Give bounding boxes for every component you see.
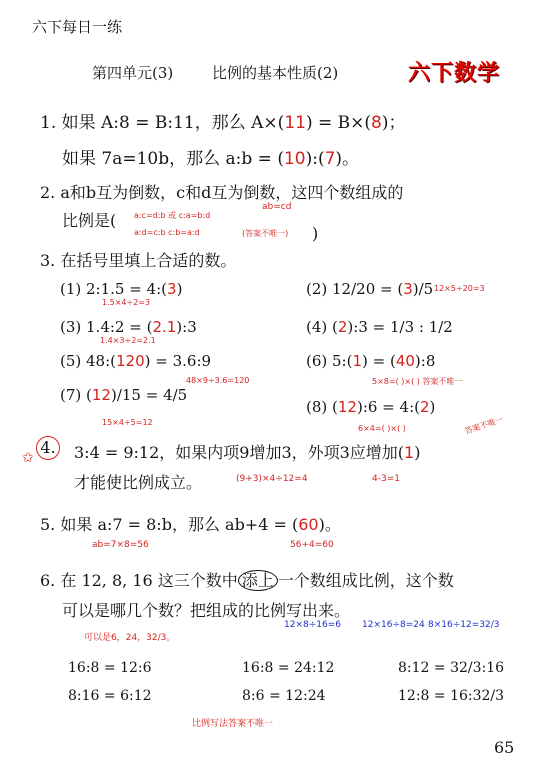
question-6-line-2: 可以是哪几个数？把组成的比例写出来。 (62, 601, 351, 620)
question-3-item-7-work: 15×4÷5=12 (102, 418, 153, 427)
question-1-line-1: 1. 如果 A:8 = B:11，那么 A×(11) = B×(8)； (40, 113, 406, 133)
question-6-proportion-3: 16:8 = 24:12 (242, 660, 335, 676)
question-2-note: (答案不唯一) (242, 229, 289, 238)
question-4-work-1: (9+3)×4÷12=4 (236, 474, 308, 484)
question-2-close: ) (312, 224, 319, 243)
question-3-item-1: (1) 2:1.5 = 4:(3) (60, 280, 183, 298)
question-3-item-6: (6) 5:(1) = (40):8 (306, 352, 436, 370)
question-5-work-1: ab=7×8=56 (92, 540, 149, 550)
question-3-item-2-work: 12×5÷20=3 (434, 284, 485, 293)
question-4-number: 4. (36, 436, 60, 460)
question-2-line-1: 2. a和b互为倒数，c和d互为倒数，这四个数组成的 (40, 183, 404, 202)
question-6-proportion-5: 8:12 = 32/3:16 (398, 660, 505, 676)
question-6-calc-1: 12×8÷16=6 (284, 620, 341, 630)
question-2-line-2: 比例是( (62, 211, 117, 230)
question-3-item-5-work: 48×9÷3.6=120 (186, 376, 250, 385)
question-5-line: 5. 如果 a:7 = 8:b，那么 ab+4 = (60)。 (40, 515, 341, 534)
question-6-calc-3: 8×16÷12=32/3 (428, 620, 500, 630)
question-6-proportion-2: 8:16 = 6:12 (68, 688, 152, 704)
question-6-note: 比例写法答案不唯一 (192, 719, 274, 729)
question-6-proportion-6: 12:8 = 16:32/3 (398, 688, 505, 704)
question-6-line-1: 6. 在 12, 8, 16 这三个数中 添上 一个数组成比例，这个数 (40, 571, 454, 590)
question-3-item-8: (8) (12):6 = 4:(2) (306, 398, 436, 416)
question-3-item-6-work: 5×8=( )×( ) 答案不唯一 (372, 377, 463, 386)
question-3-item-3: (3) 1.4:2 = (2.1):3 (60, 318, 197, 336)
question-3-item-5: (5) 48:(120) = 3.6:9 (60, 352, 212, 370)
question-3-item-7: (7) (12)/15 = 4/5 (60, 386, 188, 404)
question-3-item-8-work: 6×4=( )×( ) (358, 424, 406, 433)
brand-logo: 六下数学 (408, 61, 501, 86)
question-6-circled-word: 添上 (238, 570, 278, 591)
question-4-line-1: 3:4 = 9:12，如果内项9增加3，外项3应增加(1) (74, 443, 421, 462)
question-3-item-8-note: 答案不唯一 (463, 415, 505, 436)
question-3-item-3-work: 1.4×3÷2=2.1 (100, 336, 156, 345)
unit-label: 第四单元(3) (92, 64, 174, 82)
page-number: 65 (494, 738, 515, 757)
question-5-work-2: 56+4=60 (290, 540, 334, 550)
question-3-title: 3. 在括号里填上合适的数。 (40, 251, 237, 270)
question-1-line-2: 如果 7a=10b，那么 a:b = (10):(7)。 (62, 149, 360, 169)
question-4-work-2: 4-3=1 (372, 474, 400, 484)
question-3-item-1-work: 1.5×4÷2=3 (102, 298, 151, 307)
question-6-proportion-1: 16:8 = 12:6 (68, 660, 152, 676)
topic-label: 比例的基本性质(2) (212, 64, 339, 82)
question-3-item-4: (4) (2):3 = 1/3 : 1/2 (306, 318, 453, 336)
question-6-calc-2: 12×16÷8=24 (362, 620, 425, 630)
question-6-answer: 可以是6，24，32/3。 (84, 633, 176, 643)
question-2-answer-1: a:c=d:b 或 c:a=b:d (134, 211, 211, 220)
question-6-proportion-4: 8:6 = 12:24 (242, 688, 326, 704)
question-2-answer-2: a:d=c:b c:b=a:d (134, 228, 200, 237)
question-4-line-2: 才能使比例成立。 (74, 473, 203, 492)
star-icon: ✩ (22, 450, 34, 466)
question-3-item-2: (2) 12/20 = (3)/5 (306, 280, 434, 298)
question-2-side-note: ab=cd (262, 202, 292, 212)
daily-practice-label: 六下每日一练 (32, 18, 123, 36)
